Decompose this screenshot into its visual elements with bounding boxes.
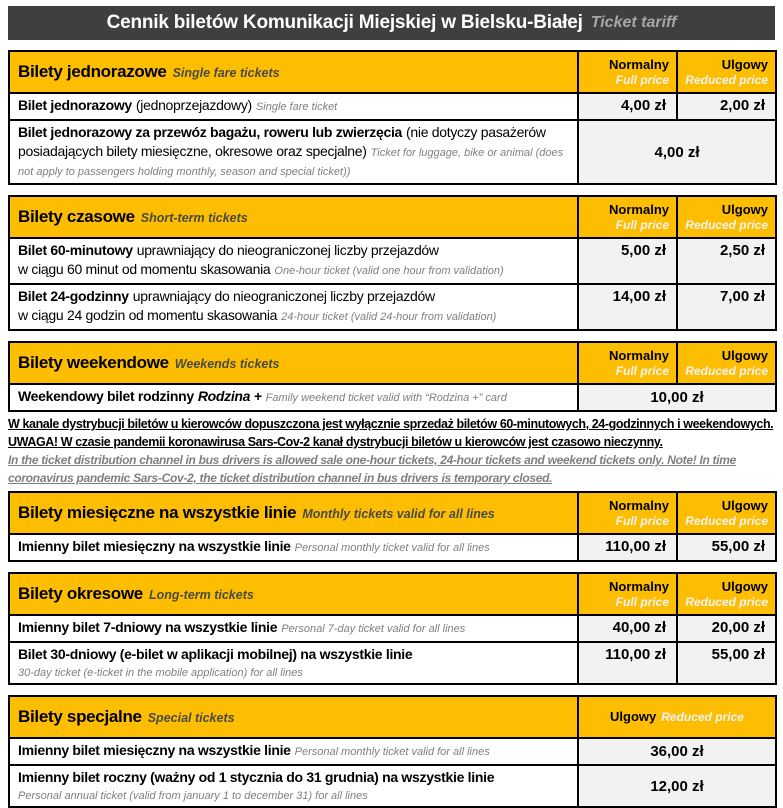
- ticket-row-60-minute: [9, 238, 776, 284]
- section-long-term-tickets: [8, 572, 777, 685]
- price-reduced: 55,00 zł: [677, 534, 776, 561]
- column-header-normal: [578, 573, 677, 615]
- note-english: In the ticket distribution channel in bus drivers is allowed sale one-hour tickets, 24-hour tickets and weekend tickets only. Note! In time coronavirus pandemic Sars-Cov-2, the ticket distribution channel in bus drivers is temporary closed.: [8, 453, 737, 485]
- column-sublabel-reduced-price: Reduced price: [685, 513, 768, 528]
- ticket-name: Bilet jednorazowy: [18, 97, 132, 113]
- section-header-row: [9, 696, 776, 738]
- column-label-reduced: Ulgowy: [610, 709, 657, 724]
- ticket-row-special-annual: [9, 765, 776, 807]
- section-header-row: [9, 51, 776, 93]
- ticket-name-english: One-hour ticket (valid one hour from validation): [274, 265, 504, 277]
- column-sublabel-reduced-price: Reduced price: [685, 217, 768, 232]
- ticket-row-monthly-personal: [9, 534, 776, 561]
- section-single-fare-tickets: [8, 50, 777, 185]
- column-sublabel-full-price: Full price: [615, 594, 669, 609]
- section-title: Bilety okresowe: [18, 584, 143, 603]
- ticket-detail: (jednoprzejazdowy): [135, 97, 252, 113]
- column-sublabel-full-price: Full price: [615, 72, 669, 87]
- ticket-name-english: Personal monthly ticket valid for all lines: [294, 746, 490, 758]
- ticket-name-english: 30-day ticket (e-ticket in the mobile application) for all lines: [18, 667, 303, 679]
- section-subtitle: Long-term tickets: [148, 588, 254, 602]
- driver-sales-note: [8, 415, 775, 487]
- ticket-detail: uprawniający do nieograniczonej liczby przejazdów: [132, 288, 435, 304]
- price-reduced: 55,00 zł: [677, 642, 776, 684]
- ticket-name-english: Ticket for luggage, bike or animal (does not apply to passengers holding monthly, season and special ticket)): [18, 147, 564, 178]
- price-reduced: 7,00 zł: [677, 284, 776, 330]
- column-sublabel-full-price: Full price: [615, 513, 669, 528]
- section-header: [9, 492, 578, 534]
- ticket-description: [9, 534, 578, 561]
- section-subtitle: Monthly tickets valid for all lines: [302, 507, 495, 521]
- title-bar: [8, 6, 775, 40]
- section-header-row: [9, 492, 776, 534]
- column-label-reduced: Ulgowy: [721, 201, 768, 217]
- ticket-description: [9, 384, 578, 411]
- column-sublabel-reduced-price: Reduced price: [685, 72, 768, 87]
- section-header-row: [9, 342, 776, 384]
- column-header-normal: [578, 342, 677, 384]
- section-special-tickets: [8, 695, 777, 808]
- ticket-row-special-monthly: [9, 738, 776, 765]
- section-title: Bilety weekendowe: [18, 353, 169, 372]
- page-title: Cennik biletów Komunikacji Miejskiej w Bielsku-Białej: [106, 12, 583, 33]
- price-merged: 36,00 zł: [578, 738, 776, 765]
- ticket-name: Bilet 60-minutowy: [18, 242, 133, 258]
- section-weekend-tickets: [8, 341, 777, 412]
- section-title: Bilety czasowe: [18, 207, 135, 226]
- column-header-reduced: [677, 51, 776, 93]
- note-polish: W kanale dystrybucji biletów u kierowców dopuszczona jest wyłącznie sprzedaż biletów 60-minutowych, 24-godzinnych i weekendowych. UWAGA! W czasie pandemii koronawirusa Sars-Cov-2 kanał dystrybucji biletów u kierowców jest czasowo nieczynny.: [8, 417, 774, 449]
- column-header-normal: [578, 492, 677, 534]
- column-header-normal: [578, 196, 677, 238]
- ticket-row-single-fare: [9, 93, 776, 120]
- section-subtitle: Special tickets: [147, 711, 235, 725]
- ticket-name-english: Personal monthly ticket valid for all lines: [294, 542, 490, 554]
- ticket-description: [9, 93, 578, 120]
- ticket-description: [9, 284, 578, 330]
- column-header-reduced: [677, 196, 776, 238]
- price-merged: 12,00 zł: [578, 765, 776, 807]
- ticket-row-weekend-family: [9, 384, 776, 411]
- ticket-detail: w ciągu 24 godzin od momentu skasowania: [18, 307, 278, 323]
- price-normal: 40,00 zł: [578, 615, 677, 642]
- ticket-detail: (nie dotyczy pasażerów posiadających bilety miesięczne, okresowe oraz specjalne): [18, 124, 546, 159]
- price-merged: 10,00 zł: [578, 384, 776, 411]
- section-title: Bilety miesięczne na wszystkie linie: [18, 503, 297, 522]
- column-header-reduced: [677, 573, 776, 615]
- ticket-row-24-hour: [9, 284, 776, 330]
- column-sublabel-reduced-price: Reduced price: [685, 363, 768, 378]
- price-normal: 110,00 zł: [578, 534, 677, 561]
- ticket-name: Imienny bilet miesięczny na wszystkie linie: [18, 538, 291, 554]
- ticket-name: Weekendowy bilet rodzinny: [18, 388, 194, 404]
- column-label-normal: Normalny: [609, 497, 669, 513]
- section-header: [9, 573, 578, 615]
- section-title: Bilety specjalne: [18, 707, 142, 726]
- section-monthly-tickets: [8, 491, 777, 562]
- section-title: Bilety jednorazowe: [18, 62, 167, 81]
- ticket-name: Bilet jednorazowy za przewóz bagażu, roweru lub zwierzęcia: [18, 124, 403, 140]
- ticket-description: [9, 738, 578, 765]
- column-sublabel-reduced-price: Reduced price: [685, 594, 768, 609]
- ticket-name: Imienny bilet roczny (ważny od 1 stycznia do 31 grudnia) na wszystkie linie: [18, 769, 495, 785]
- section-header: [9, 51, 578, 93]
- ticket-name-program: Rodzina +: [197, 388, 262, 404]
- column-label-normal: Normalny: [609, 347, 669, 363]
- price-reduced: 20,00 zł: [677, 615, 776, 642]
- column-header-reduced: [677, 342, 776, 384]
- ticket-name-english: 24-hour ticket (valid 24-hour from validation): [281, 311, 497, 323]
- section-header: [9, 696, 578, 738]
- ticket-description: [9, 765, 578, 807]
- column-label-reduced: Ulgowy: [721, 497, 768, 513]
- ticket-description: [9, 238, 578, 284]
- price-merged: 4,00 zł: [578, 120, 776, 184]
- ticket-name: Bilet 30-dniowy (e-bilet w aplikacji mobilnej) na wszystkie linie: [18, 646, 413, 662]
- column-label-normal: Normalny: [609, 201, 669, 217]
- section-subtitle: Short-term tickets: [140, 211, 248, 225]
- ticket-name: Bilet 24-godzinny: [18, 288, 129, 304]
- ticket-row-7-day: [9, 615, 776, 642]
- column-label-reduced: Ulgowy: [721, 347, 768, 363]
- ticket-name-english: Personal 7-day ticket valid for all lines: [281, 623, 466, 635]
- price-normal: 5,00 zł: [578, 238, 677, 284]
- price-normal: 110,00 zł: [578, 642, 677, 684]
- section-short-term-tickets: [8, 195, 777, 331]
- ticket-name-english: Family weekend ticket valid with “Rodzina +” card: [265, 392, 507, 404]
- column-label-normal: Normalny: [609, 56, 669, 72]
- ticket-row-luggage: [9, 120, 776, 184]
- ticket-name-english: Single fare ticket: [255, 101, 338, 113]
- section-header-row: [9, 573, 776, 615]
- price-normal: 14,00 zł: [578, 284, 677, 330]
- section-subtitle: Single fare tickets: [172, 66, 280, 80]
- column-header-reduced-only: [578, 696, 776, 738]
- ticket-detail: w ciągu 60 minut od momentu skasowania: [18, 261, 271, 277]
- ticket-description: [9, 615, 578, 642]
- column-sublabel-full-price: Full price: [615, 363, 669, 378]
- ticket-detail: uprawniający do nieograniczonej liczby przejazdów: [136, 242, 439, 258]
- section-header: [9, 196, 578, 238]
- ticket-name: Imienny bilet 7-dniowy na wszystkie linie: [18, 619, 278, 635]
- section-header-row: [9, 196, 776, 238]
- section-header: [9, 342, 578, 384]
- column-header-reduced: [677, 492, 776, 534]
- ticket-name-english: Personal annual ticket (valid from january 1 to december 31) for all lines: [18, 790, 368, 802]
- ticket-row-30-day: [9, 642, 776, 684]
- column-label-reduced: Ulgowy: [721, 578, 768, 594]
- section-subtitle: Weekends tickets: [174, 357, 280, 371]
- column-label-normal: Normalny: [609, 578, 669, 594]
- column-sublabel-full-price: Full price: [615, 217, 669, 232]
- ticket-description: [9, 642, 578, 684]
- ticket-name: Imienny bilet miesięczny na wszystkie linie: [18, 742, 291, 758]
- price-reduced: 2,00 zł: [677, 93, 776, 120]
- column-header-normal: [578, 51, 677, 93]
- column-sublabel-reduced-price: Reduced price: [661, 710, 744, 724]
- price-reduced: 2,50 zł: [677, 238, 776, 284]
- price-normal: 4,00 zł: [578, 93, 677, 120]
- ticket-description: [9, 120, 578, 184]
- column-label-reduced: Ulgowy: [721, 56, 768, 72]
- page-title-english: Ticket tariff: [590, 14, 677, 31]
